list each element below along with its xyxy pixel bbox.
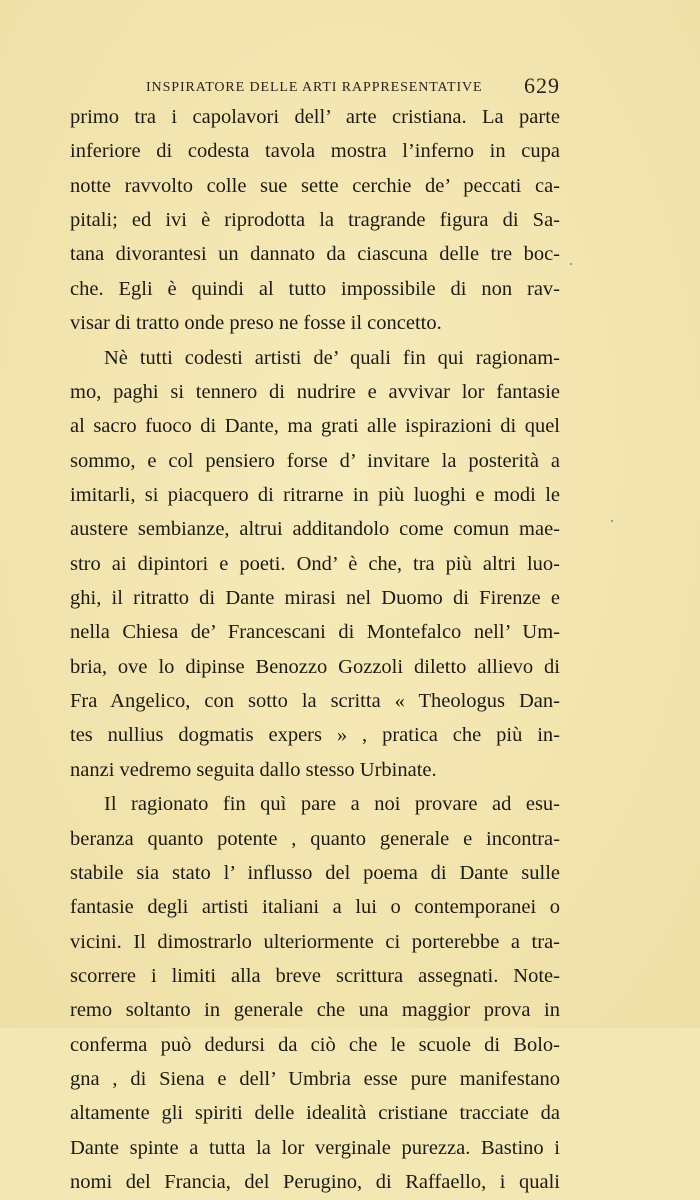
paper-speck bbox=[611, 520, 613, 522]
text-line: vicini. Il dimostrarlo ulteriormente ci porterebbe a tra- bbox=[70, 930, 560, 953]
text-line: Il ragionato fin quì pare a noi provare ad esu- bbox=[104, 793, 560, 816]
text-line: bria, ove lo dipinse Benozzo Gozzoli diletto allievo di bbox=[70, 655, 560, 678]
text-line: Nè tutti codesti artisti de’ quali fin qui ragionam- bbox=[104, 346, 560, 369]
text-line: nomi del Francia, del Perugino, di Raffaello, i quali bbox=[70, 1171, 560, 1194]
text-line: austere sembianze, altrui additandolo come comun mae- bbox=[70, 518, 560, 541]
text-line: che. Egli è quindi al tutto impossibile di non rav- bbox=[70, 277, 560, 300]
text-line: inferiore di codesta tavola mostra l’inferno in cupa bbox=[70, 140, 560, 163]
text-line: stabile sia stato l’ influsso del poema di Dante sulle bbox=[70, 861, 560, 884]
paragraph bbox=[70, 341, 560, 788]
text-line: pitali; ed ivi è riprodotta la tragrande figura di Sa- bbox=[70, 209, 560, 232]
text-line: tana divorantesi un dannato da ciascuna delle tre boc- bbox=[70, 243, 560, 266]
text-line: sommo, e col pensiero forse d’ invitare la posterità a bbox=[70, 449, 560, 472]
text-line: Fra Angelico, con sotto la scritta « Theologus Dan- bbox=[70, 690, 560, 713]
paper-speck bbox=[570, 263, 572, 265]
text-line: scorrere i limiti alla breve scrittura assegnati. Note- bbox=[70, 964, 560, 987]
text-line: tes nullius dogmatis expers » , pratica che più in- bbox=[70, 724, 560, 747]
text-line: gna , di Siena e dell’ Umbria esse pure manifestano bbox=[70, 1068, 560, 1091]
paragraph bbox=[70, 787, 560, 1199]
text-line: remo soltanto in generale che una maggior prova in bbox=[70, 999, 560, 1022]
text-line: Dante spinte a tutta la lor verginale purezza. Bastino i bbox=[70, 1136, 560, 1159]
text-line: al sacro fuoco di Dante, ma grati alle ispirazioni di quel bbox=[70, 415, 560, 438]
text-line: fantasie degli artisti italiani a lui o contemporanei o bbox=[70, 896, 560, 919]
body-text bbox=[70, 100, 560, 1200]
text-line: conferma può dedursi da ciò che le scuole di Bolo- bbox=[70, 1033, 560, 1056]
text-line: ghi, il ritratto di Dante mirasi nel Duomo di Firenze e bbox=[70, 587, 560, 610]
text-line: notte ravvolto colle sue sette cerchie de’ peccati ca- bbox=[70, 174, 560, 197]
text-line: stro ai dipintori e poeti. Ond’ è che, tra più altri luo- bbox=[70, 552, 560, 575]
text-line: nella Chiesa de’ Francescani di Montefalco nell’ Um- bbox=[70, 621, 560, 644]
text-line: imitarli, si piacquero di ritrarne in più luoghi e modi le bbox=[70, 483, 560, 506]
paragraph bbox=[70, 100, 560, 341]
page-number: 629 bbox=[524, 73, 560, 98]
running-head: INSPIRATORE DELLE ARTI RAPPRESENTATIVE bbox=[146, 80, 483, 95]
text-line: visar di tratto onde preso ne fosse il concetto. bbox=[70, 312, 442, 335]
text-line: mo, paghi si tennero di nudrire e avvivar lor fantasie bbox=[70, 380, 560, 403]
text-line: beranza quanto potente , quanto generale e incontra- bbox=[70, 827, 560, 850]
text-line: altamente gli spiriti delle idealità cristiane tracciate da bbox=[70, 1102, 560, 1125]
text-line: nanzi vedremo seguita dallo stesso Urbinate. bbox=[70, 758, 437, 781]
text-line: primo tra i capolavori dell’ arte cristiana. La parte bbox=[70, 106, 560, 128]
page-header bbox=[70, 70, 560, 104]
